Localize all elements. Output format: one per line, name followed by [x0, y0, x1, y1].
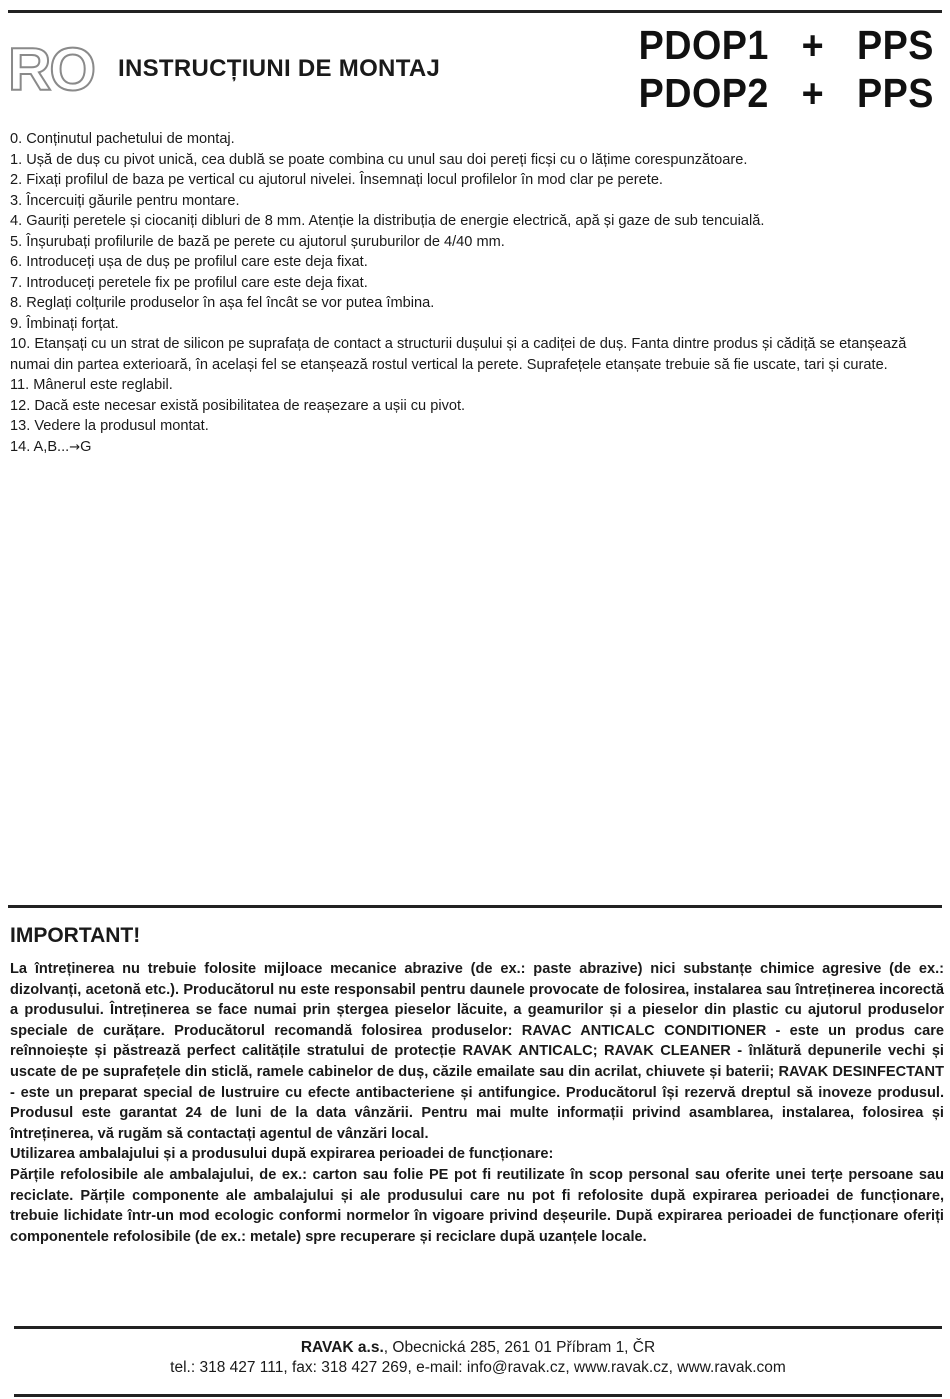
disposal-paragraph: Părțile refolosibile ale ambalajului, de ex.: carton sau folie PE pot fi reutilizate în scop personal sau oferite unei terțe persoane sau reciclate. Părțile componente ale ambalajului și ale produsului care nu pot fi refolosite după expirarea perioadei de funcționare, trebuie lichidate într-un mod ecologic conformi normelor în vigoare privind deșeurile. După expirarea perioadei de funcționare oferiți componentele refolosibile (de ex.: metale) spre recuperare și reciclare după uzanțele locale. [10, 1166, 944, 1245]
step-7: 7. Introduceți peretele fix pe profilul care este deja fixat. [10, 274, 368, 291]
company-name: RAVAK a.s. [300, 1339, 384, 1356]
important-notice [10, 959, 944, 1247]
step-14-suffix: G [80, 438, 92, 455]
step-5: 5. Înșurubați profilurile de bază pe perete cu ajutorul șuruburilor de 4/40 mm. [10, 233, 505, 250]
footer [14, 1338, 942, 1378]
step-4: 4. Gauriți peretele și ciocaniți dibluri de 8 mm. Atenție la distribuția de energie electrică, apă și gaze de sub tencuială. [10, 213, 765, 229]
footer-top-divider [14, 1326, 942, 1329]
step-6: 6. Introduceți ușa de duș pe profilul care este deja fixat. [10, 254, 368, 270]
footer-address-line [14, 1338, 942, 1358]
step-10: 10. Etanșați cu un strat de silicon pe suprafața de contact a structurii dușului și a cadiței de duș. Fanta dintre produs și cădiță se etanșează numai din partea exterioară, în același fel se etanșează rostul vertical la perete. Suprafețele etanșate trebuie să fie uscate, tari și curate. [10, 336, 907, 373]
top-divider [8, 10, 942, 13]
step-12: 12. Dacă este necesar există posibilitatea de reașezare a ușii cu pivot. [10, 397, 466, 414]
section-divider [8, 905, 942, 908]
document-title: INSTRUCȚIUNI DE MONTAJ [118, 55, 441, 82]
step-8: 8. Reglați colțurile produselor în așa fel încât se vor putea îmbina. [10, 295, 435, 311]
step-0: 0. Conținutul pachetului de montaj. [10, 131, 235, 147]
company-address: , Obecnická 285, 261 01 Příbram 1, ČR [383, 1339, 656, 1356]
model-line-1: PDOP1 + PPS [638, 22, 934, 68]
step-11: 11. Mânerul este reglabil. [10, 377, 173, 393]
step-2: 2. Fixați profilul de baza pe vertical cu ajutorul nivelei. Însemnați locul profilelor în mod clar pe perete. [10, 172, 663, 188]
disposal-heading: Utilizarea ambalajului și a produsului după expirarea perioadei de funcționare: [10, 1146, 554, 1163]
step-1: 1. Ușă de duș cu pivot unică, cea dublă se poate combina cu unul sau doi pereți ficși cu o lățime corespunzătoare. [10, 151, 748, 168]
language-code: RO [8, 36, 94, 103]
step-9: 9. Îmbinați forțat. [10, 315, 119, 332]
footer-bottom-divider [14, 1394, 942, 1397]
important-heading: IMPORTANT! [10, 924, 141, 947]
maintenance-paragraph: La întreținerea nu trebuie folosite mijloace mecanice abrazive (de ex.: paste abrazive) nici substanțe chimice agresive (de ex.: dizolvanți, acetonă etc.). Producătorul nu este responsabil pentru daunele provocate de folosirea, instalarea sau întreținerea incorectă a produsului. Întreținerea se face numai prin ștergea pieselor lăcuite, a geamurilor și a pieselor din plastic cu ajutorul produselor speciale de curățare. Producătorul recomandă folosirea produselor: RAVAC ANTICALC CONDITIONER - este un produs care reînnoiește și păstrează perfect calitățile stratului de protecție RAVAK ANTICALC; RAVAK CLEANER - înlătură depunerile vechi și uscate de pe suprafețele din sticlă, ramele cabinelor de duș, căzile emailate sau din acrilat, chiuvete și baterii; RAVAK DESINFECTANT - este un preparat special de lustruire cu efecte antibacteriene și antifungice. Producătorul își rezervă dreptul să inoveze produsul. Produsul este garantat 24 de luni de la data vânzării. Pentru mai multe informații privind asamblarea, instalarea, folosirea și întreținerea, vă rugăm să contactați agentul de vânzări local. [10, 961, 944, 1142]
arrow-right-icon: → [69, 439, 81, 455]
step-14 [10, 437, 940, 459]
assembly-steps-list [10, 129, 940, 458]
step-3: 3. Încercuiți găurile pentru montare. [10, 192, 240, 209]
step-14-prefix: 14. A,B... [10, 438, 70, 455]
step-13: 13. Vedere la produsul montat. [10, 418, 209, 434]
model-line-2: PDOP2 + PPS [638, 70, 934, 116]
footer-contact-line: tel.: 318 427 111, fax: 318 427 269, e-mail: info@ravak.cz, www.ravak.cz, www.ravak.com [170, 1359, 786, 1376]
